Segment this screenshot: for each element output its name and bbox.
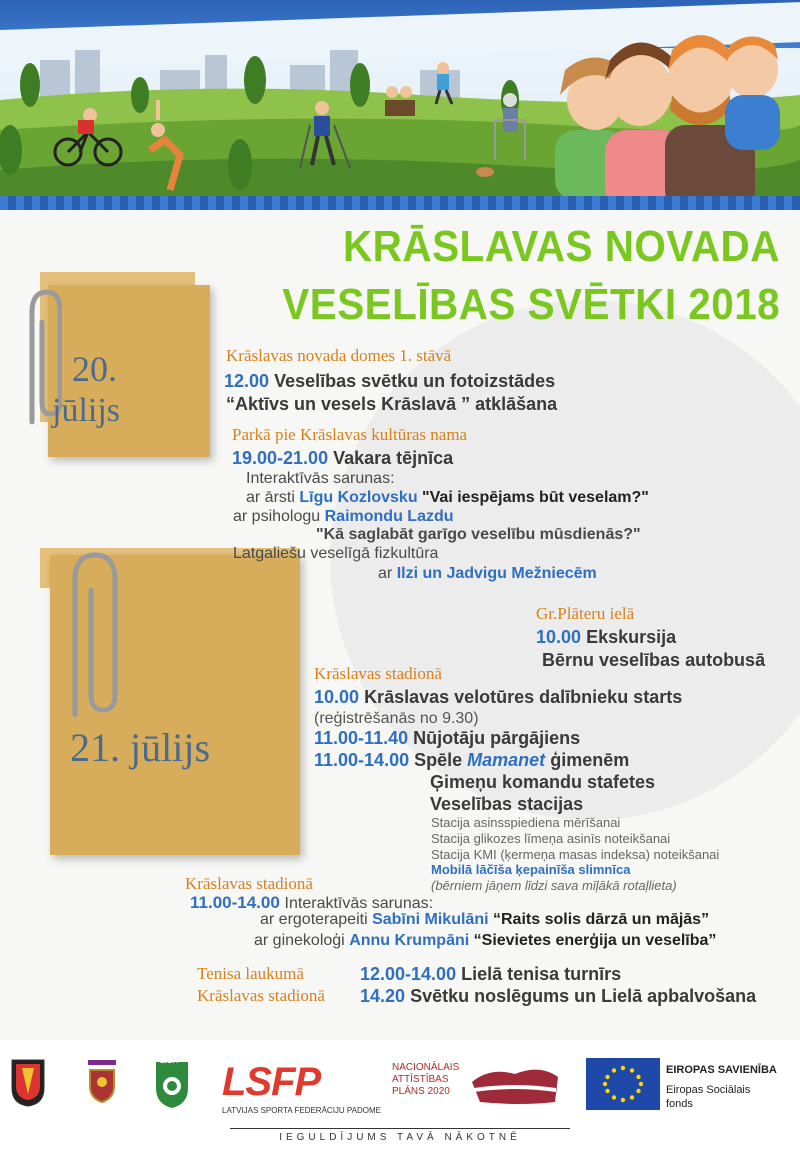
event-3-title: Ekskursija	[586, 627, 677, 647]
header-stripe	[0, 196, 800, 210]
event-3-time: 10.00	[536, 627, 582, 647]
station-2: Stacija glikozes līmeņa asinīs noteikšanai	[431, 831, 671, 846]
event-2-name-2: Raimondu Lazdu	[324, 508, 454, 525]
event-2-name-1: Līgu Kozlovsku	[299, 489, 418, 506]
event-3-location: Gr.Plāteru ielā	[536, 604, 635, 623]
event-5-title: Nūjotāju pārgājiens	[413, 728, 581, 748]
event-7-name-1: Sabīni Mikulāni	[372, 911, 489, 928]
park-scene	[0, 0, 800, 210]
event-9-title: Svētku noslēgums un Lielā apbalvošana	[410, 986, 757, 1006]
event-7-prefix-1: ar ergoterapeiti	[260, 911, 368, 928]
event-6-title-c: ģimenēm	[550, 750, 630, 770]
event-7-quote-2: “Sievietes enerģija un veselība”	[473, 932, 717, 949]
eu-flag-icon	[586, 1058, 660, 1110]
event-7-prefix-2: ar ginekoloģi	[254, 932, 345, 949]
event-8-location: Tenisa laukumā	[197, 964, 304, 983]
lisa-logo-icon	[152, 1058, 192, 1110]
title-line-1: KRĀSLAVAS NOVADA	[343, 222, 780, 271]
latvia-coat-of-arms-icon	[82, 1058, 122, 1106]
event-9-location: Krāslavas stadionā	[197, 986, 325, 1005]
eu-fund-1: Eiropas Sociālais	[666, 1084, 751, 1096]
event-8-title: Lielā tenisa turnīrs	[461, 964, 622, 984]
lsfp-subtitle: LATVIJAS SPORTA FEDERĀCIJU PADOME	[222, 1106, 381, 1115]
event-2-subtitle-2: Latgaliešu veselīgā fizkultūra	[233, 545, 439, 562]
event-1-title-2: “Aktīvs un vesels Krāslavā ” atklāšana	[226, 394, 558, 414]
event-5-time: 11.00-11.40	[314, 728, 409, 748]
nap-line-3: PLĀNS 2020	[392, 1086, 450, 1097]
event-2-prefix-1: ar ārsti	[246, 489, 295, 506]
event-6-time: 11.00-14.00	[314, 750, 410, 770]
event-9-time: 14.20	[360, 986, 406, 1006]
event-6-mamanet: Mamanet	[467, 750, 546, 770]
nap-text	[392, 1062, 459, 1098]
event-7-subtitle: Interaktīvās sarunas:	[284, 895, 434, 912]
event-1-title: Veselības svētku un fotoizstādes	[274, 371, 556, 391]
event-2-prefix-3: ar	[378, 565, 393, 582]
date-20: 20.	[72, 349, 117, 389]
event-2-name-3: Ilzi un Jadvigu Mežniecēm	[396, 565, 597, 582]
event-6-title-a: Spēle	[414, 750, 463, 770]
date-21: 21. jūlijs	[70, 725, 211, 770]
event-2-prefix-2: ar psihologu	[233, 508, 321, 525]
event-4-registration: (reģistrēšanās no 9.30)	[314, 710, 479, 727]
station-4: Mobilā lāčīša ķepainīša slimnīca	[431, 862, 631, 877]
event-1-time: 12.00	[224, 371, 270, 391]
station-3: Stacija KMI (ķermeņa masas indeksa) noteikšanai	[431, 847, 720, 862]
header-illustration	[0, 0, 800, 210]
lsfp-logo: LSFP	[222, 1060, 321, 1104]
month-july-1: jūlijs	[52, 392, 121, 429]
kraslava-coat-of-arms-icon	[10, 1058, 46, 1108]
footer-divider	[230, 1128, 570, 1129]
event-2-quote-2: "Kā saglabāt garīgo veselību mūsdienās?"	[316, 526, 641, 543]
paperclip-icon	[55, 545, 125, 725]
event-4-title: Krāslavas velotūres dalībnieku starts	[364, 687, 683, 707]
event-6-line-2: Ģimeņu komandu stafetes	[430, 772, 656, 792]
footer-slogan: IEGULDĪJUMS TAVĀ NĀKOTNĒ	[279, 1132, 521, 1143]
event-8-time: 12.00-14.00	[360, 964, 457, 984]
eu-fund-2: fonds	[666, 1098, 693, 1110]
event-1-location: Krāslavas novada domes 1. stāvā	[226, 346, 452, 365]
event-2-time: 19.00-21.00	[232, 448, 329, 468]
event-3-title-2: Bērnu veselības autobusā	[542, 650, 766, 670]
event-2-quote-1: "Vai iespējams būt veselam?"	[422, 489, 649, 506]
event-6-line-3: Veselības stacijas	[430, 794, 584, 814]
event-4-time: 10.00	[314, 687, 360, 707]
event-7-name-2: Annu Krumpāni	[349, 932, 470, 949]
event-7-quote-1: “Raits solis dārzā un mājās”	[493, 911, 710, 928]
nap-line-2: ATTĪSTĪBAS	[392, 1074, 449, 1085]
event-2-subtitle: Interaktīvās sarunas:	[246, 470, 395, 487]
title-line-2: VESELĪBAS SVĒTKI 2018	[282, 280, 780, 329]
lisa-label: LISA	[160, 1056, 179, 1065]
eu-title: EIROPAS SAVIENĪBA	[666, 1064, 777, 1076]
station-4-note: (bērniem jāņem līdzi sava mīļākā rotaļlieta)	[431, 878, 677, 893]
latvia-map-icon	[470, 1062, 560, 1107]
event-7-location: Krāslavas stadionā	[185, 874, 313, 893]
event-7-time: 11.00-14.00	[190, 893, 280, 912]
event-2-location: Parkā pie Krāslavas kultūras nama	[232, 425, 468, 444]
nap-line-1: NACIONĀLAIS	[392, 1062, 460, 1073]
event-4-location: Krāslavas stadionā	[314, 664, 442, 683]
station-1: Stacija asinsspiediena mērīšanai	[431, 815, 621, 830]
event-2-title: Vakara tējnīca	[333, 448, 454, 468]
